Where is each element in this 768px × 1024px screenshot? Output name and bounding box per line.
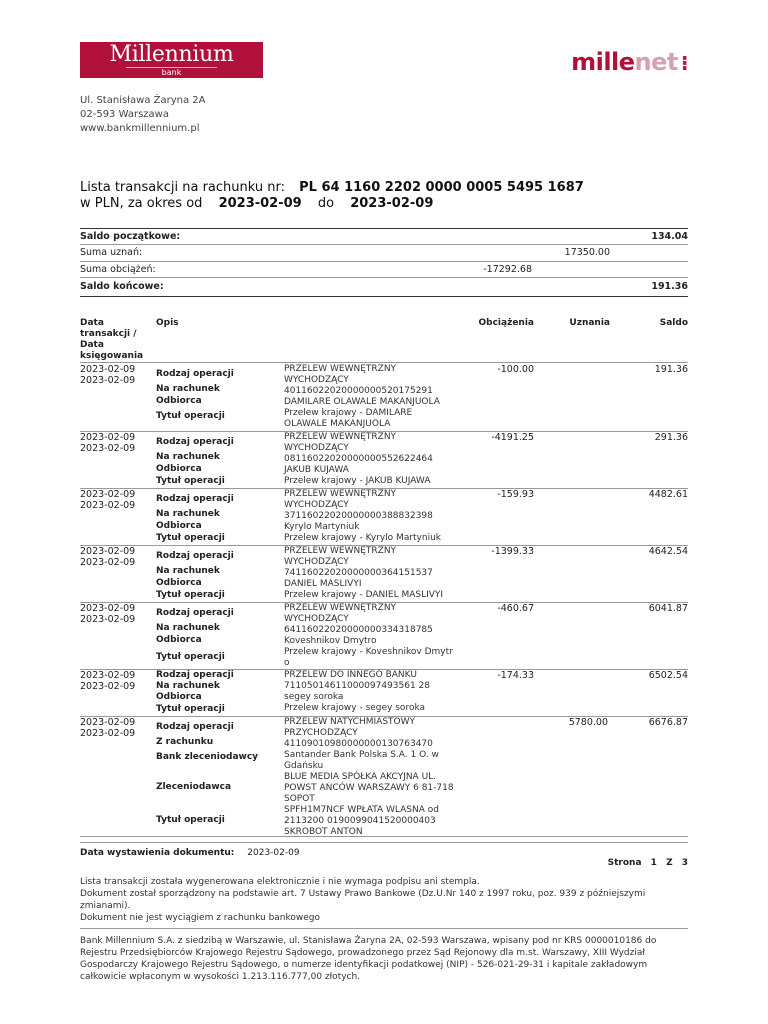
column-debit-header: Obciążenia [478,318,534,328]
debit-amount: -460.67 [497,603,534,614]
transaction-date: 2023-02-09 [80,375,136,386]
field-value-line: POWST AŃCÓW WARSZAWY 6 81-718 [284,783,454,793]
balance-amount: 6502.54 [648,670,688,681]
legal-line: Rejestru Przedsiębiorców Krajowego Rejestru Sądowego, prowadzonego przez Sąd Rejonowy dla m.st. Warszawy, XIII Wydział [80,948,645,958]
debits-sum-row [80,261,688,278]
page-label: Strona [607,858,642,868]
bank-logo [80,42,263,78]
debit-amount: -159.93 [497,489,534,500]
field-label: Tytuł operacji [156,590,225,600]
field-label: Tytuł operacji [156,533,225,543]
field-label: Rodzaj operacji [156,722,234,732]
field-label: Rodzaj operacji [156,437,234,447]
issue-date-label: Data wystawienia dokumentu: [80,848,235,858]
title-prefix: Lista transakcji na rachunku nr: [80,180,285,195]
transaction-dates [80,717,135,739]
transaction-row [80,364,688,432]
statement-period [80,196,433,211]
millenet-logo-part2: net [634,48,678,76]
column-balance-header: Saldo [659,318,688,328]
field-label: Odbiorca [156,692,202,702]
field-label: Bank zleceniodawcy [156,752,259,762]
field-value-line: 74116022020000000364151537 [284,568,433,578]
millenet-dots-icon: ⁝ [680,51,688,75]
field-value-line: 2113200 0190099041520000403 [284,816,436,826]
note-line: Dokument nie jest wyciągiem z rachunku bankowego [80,913,321,923]
balance-amount: 4482.61 [648,489,688,500]
credits-sum-value: 17350.00 [564,247,610,258]
credits-sum-row [80,244,688,261]
transaction-dates [80,432,135,454]
transaction-dates [80,670,135,692]
field-label: Rodzaj operacji [156,494,234,504]
credit-amount: 5780.00 [568,717,608,728]
column-date-header [80,318,150,362]
field-value-line: SOPOT [284,794,315,804]
field-value-line: Przelew krajowy - JAKUB KUJAWA [284,476,431,486]
debits-sum-label: Suma obciążeń: [80,264,156,275]
field-label: Odbiorca [156,396,202,406]
field-label: Rodzaj operacji [156,670,234,680]
field-value-line: 08116022020000000552622464 [284,454,433,464]
field-value-line: Santander Bank Polska S.A. 1 O. w [284,750,439,760]
column-date-line: Data [80,340,104,350]
transaction-date: 2023-02-09 [80,614,136,625]
note-line: Lista transakcji została wygenerowana elektronicznie i nie wymaga podpisu ani stempla. [80,877,480,887]
field-label: Zleceniodawca [156,782,232,792]
balance-amount: 6676.87 [648,717,688,728]
page-indicator [608,858,688,868]
field-label: Na rachunek [156,566,220,576]
field-value-line: Przelew krajowy - DANIEL MASLIVYI [284,590,444,600]
field-value-line: PRZYCHODZĄCY [284,728,358,738]
field-value-line: Gdańsku [284,761,324,771]
legal-line: całkowicie wpłaconym w wysokości 1.213.116.777,00 złotych. [80,972,361,982]
balance-amount: 6041.87 [648,603,688,614]
field-value-line: 41109010980000000130763470 [284,739,433,749]
field-value-line: o [284,658,290,668]
field-label: Na rachunek [156,509,220,519]
opening-balance-row [80,228,688,245]
field-value-line: Przelew krajowy - Kyrylo Martyniuk [284,533,442,543]
closing-balance-value: 191.36 [651,281,688,292]
closing-balance-label: Saldo końcowe: [80,281,164,292]
field-value-line: WYCHODZĄCY [284,375,349,385]
field-values [284,546,464,601]
debit-amount: -1399.33 [491,546,534,557]
transaction-dates [80,546,135,568]
field-values [284,603,464,669]
field-label: Na rachunek [156,452,220,462]
bank-logo-sub: bank [126,67,217,77]
period-do: do [317,196,335,211]
debit-amount: -174.33 [497,670,534,681]
transaction-dates [80,489,135,511]
column-desc-header: Opis [156,318,179,328]
balance-amount: 191.36 [654,364,688,375]
closing-balance-row [80,278,688,295]
field-value-line: PRZELEW WEWNĘTRZNY [284,603,397,613]
field-value-line: Przelew krajowy - Koveshnikov Dmytr [284,647,453,657]
credits-sum-label: Suma uznań: [80,247,143,258]
transaction-row [80,432,688,489]
note-line: zmianami). [80,901,131,911]
field-label: Odbiorca [156,521,202,531]
field-value-line: Przelew krajowy - DAMILARE [284,408,413,418]
field-value-line: PRZELEW WEWNĘTRZNY [284,546,397,556]
field-value-line: Kyrylo Martyniuk [284,522,360,532]
field-label: Rodzaj operacji [156,608,234,618]
field-value-line: SKROBOT ANTON [284,827,363,837]
field-value-line: DANIEL MASLIVYI [284,579,362,589]
field-values [284,364,464,430]
divider [80,928,688,929]
field-value-line: PRZELEW WEWNĘTRZNY [284,364,397,374]
field-label: Tytuł operacji [156,411,225,421]
field-value-line: SPFH1M7NCF WPŁATA WLASNA od [284,805,439,815]
field-label: Odbiorca [156,578,202,588]
transaction-date: 2023-02-09 [80,603,136,614]
transaction-date: 2023-02-09 [80,443,136,454]
field-value-line: segey soroka [284,692,344,702]
transaction-date: 2023-02-09 [80,500,136,511]
issue-date [80,848,300,858]
address-line: 02-593 Warszawa [80,109,169,120]
transaction-date: 2023-02-09 [80,670,136,681]
field-values [284,489,464,544]
opening-balance-label: Saldo początkowe: [80,231,181,242]
field-value-line: PRZELEW WEWNĘTRZNY [284,489,397,499]
transaction-date: 2023-02-09 [80,717,136,728]
legal-line: Gospodarczy Krajowego Rejestru Sądowego, o numerze identyfikacji podatkowej (NIP) - 526-021-29-31 i kapitale zakładowym [80,960,648,970]
field-label: Tytuł operacji [156,815,225,825]
bank-logo-name: Millennium [109,42,234,67]
page-current: 1 [650,858,657,868]
transaction-date: 2023-02-09 [80,546,136,557]
legal-footer [80,935,688,983]
field-value-line: OLAWALE MAKANJUOLA [284,419,391,429]
note-line: Dokument został sporządzony na podstawie art. 7 Ustawy Prawo Bankowe (Dz.U.Nr 140 z 1997 roku, poz. 939 z późniejszymi [80,889,646,899]
field-value-line: WYCHODZĄCY [284,614,349,624]
transaction-row [80,603,688,670]
field-value-line: PRZELEW NATYCHMIASTOWY [284,717,416,727]
column-credit-header: Uznania [569,318,610,328]
transaction-row [80,546,688,603]
millenet-logo-part1: mille [571,48,635,76]
field-value-line: WYCHODZĄCY [284,557,349,567]
period-to: 2023-02-09 [350,196,434,211]
period-from: 2023-02-09 [218,196,302,211]
field-label: Odbiorca [156,635,202,645]
notes [80,876,645,924]
field-value-line: 64116022020000000334318785 [284,625,433,635]
debits-sum-value: -17292.68 [483,264,532,275]
bank-address [80,94,206,136]
field-value-line: WYCHODZĄCY [284,443,349,453]
field-label: Na rachunek [156,623,220,633]
column-date-line: Data [80,318,104,328]
transaction-date: 2023-02-09 [80,364,136,375]
transaction-row [80,717,688,837]
field-value-line: DAMILARE OLAWALE MAKANJUOLA [284,397,440,407]
field-label: Tytuł operacji [156,652,225,662]
field-values [284,670,464,714]
transaction-date: 2023-02-09 [80,728,136,739]
field-label: Na rachunek [156,384,220,394]
divider [80,296,688,297]
field-label: Tytuł operacji [156,704,225,714]
column-date-line: transakcji / [80,329,137,339]
millenet-logo [571,48,688,76]
opening-balance-value: 134.04 [651,231,688,242]
transaction-date: 2023-02-09 [80,557,136,568]
field-label: Rodzaj operacji [156,551,234,561]
field-value-line: BLUE MEDIA SPÓŁKA AKCYJNA UL. [284,772,437,782]
field-value-line: Przelew krajowy - segey soroka [284,703,426,713]
field-value-line: PRZELEW WEWNĘTRZNY [284,432,397,442]
field-label: Odbiorca [156,464,202,474]
balance-amount: 291.36 [654,432,688,443]
field-value-line: PRZELEW DO INNEGO BANKU [284,670,417,680]
transaction-date: 2023-02-09 [80,432,136,443]
field-value-line: 71105014611000097493561 28 [284,681,431,691]
transaction-dates [80,603,135,625]
debit-amount: -4191.25 [491,432,534,443]
statement-title [80,180,584,195]
field-label: Rodzaj operacji [156,369,234,379]
field-label: Z rachunku [156,737,214,747]
transaction-date: 2023-02-09 [80,489,136,500]
column-date-line: księgowania [80,351,144,361]
balance-amount: 4642.54 [648,546,688,557]
period-prefix: w PLN, za okres od [80,196,203,211]
field-value-line: 40116022020000000520175291 [284,386,433,396]
page-total: 3 [681,858,688,868]
field-values [284,432,464,487]
field-value-line: JAKUB KUJAWA [284,465,349,475]
divider [80,842,688,843]
field-values [284,717,464,838]
legal-line: Bank Millennium S.A. z siedzibą w Warszawie, ul. Stanisława Żaryna 2A, 02-593 Warszawa, wpisany pod nr KRS 0000010186 do [80,936,657,946]
transaction-row [80,670,688,717]
debit-amount: -100.00 [497,364,534,375]
divider [80,836,688,837]
field-value-line: WYCHODZĄCY [284,500,349,510]
account-number: PL 64 1160 2202 0000 0005 5495 1687 [299,180,584,195]
field-label: Na rachunek [156,681,220,691]
transaction-row [80,489,688,546]
address-line: Ul. Stanisława Żaryna 2A [80,95,206,106]
address-link[interactable]: www.bankmillennium.pl [80,123,200,134]
issue-date-value: 2023-02-09 [247,848,300,858]
field-value-line: Koveshnikov Dmytro [284,636,377,646]
field-label: Tytuł operacji [156,476,225,486]
divider [80,362,688,363]
transaction-date: 2023-02-09 [80,681,136,692]
page-of: Z [666,858,673,868]
transaction-dates [80,364,135,386]
field-value-line: 37116022020000000388832398 [284,511,433,521]
